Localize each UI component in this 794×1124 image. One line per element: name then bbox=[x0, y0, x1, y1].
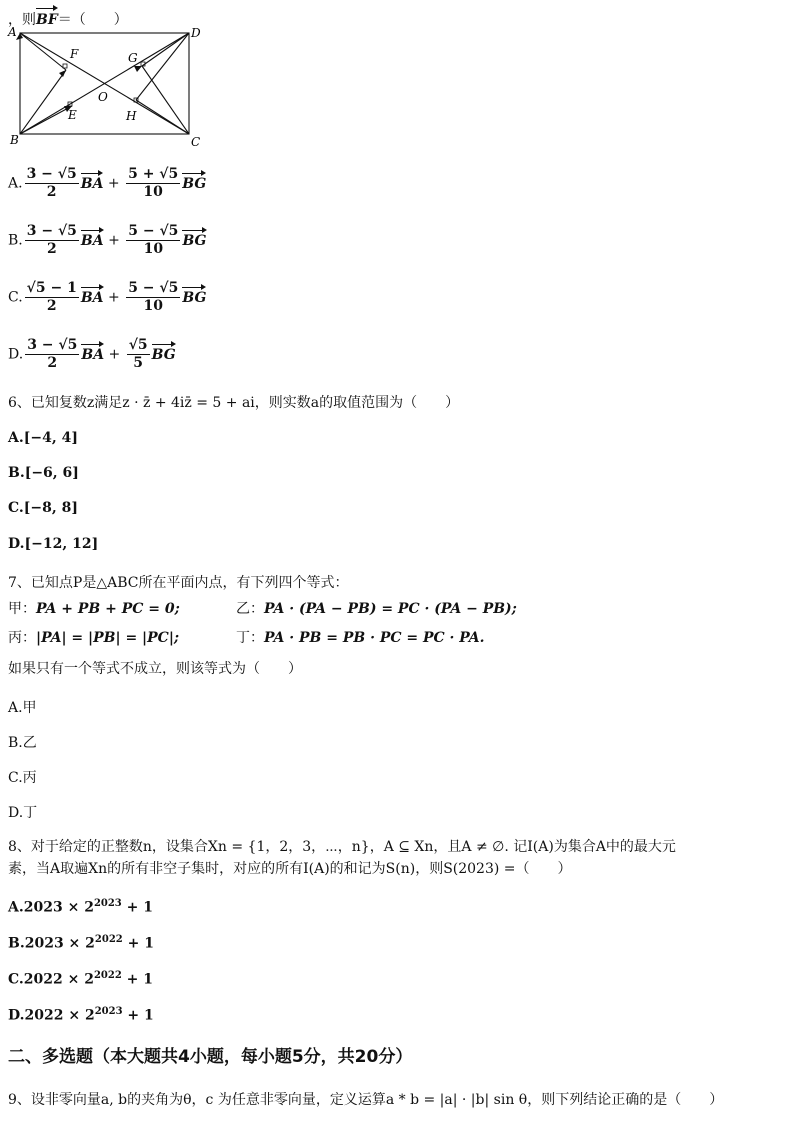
label-o: O bbox=[98, 90, 108, 104]
section-heading: 二、多选题（本大题共4小题，每小题5分，共20分） bbox=[8, 1047, 413, 1067]
q7-bing: 丙：|PA| = |PB| = |PC|; bbox=[8, 630, 180, 646]
q8-option-b[interactable]: $B.2023 \times 2^{2022} + 1$ bbox=[8, 934, 154, 952]
q8-option-d[interactable]: $D.2022 \times 2^{2023} + 1$ bbox=[8, 1006, 154, 1024]
q7-option-a[interactable]: A.甲 bbox=[8, 700, 37, 716]
q7-option-b[interactable]: B.乙 bbox=[8, 735, 37, 751]
label-f: F bbox=[70, 47, 79, 61]
q8-option-c[interactable]: $C.2022 \times 2^{2022} + 1$ bbox=[8, 970, 154, 988]
q7-question: 如果只有一个等式不成立，则该等式为（ ） bbox=[8, 661, 302, 677]
q8-stem-line2: 素，当A取遍Xn的所有非空子集时，对应的所有I(A)的和记为S(n)，则S(2023) =（ ） bbox=[8, 861, 572, 877]
label-b: B bbox=[10, 133, 19, 146]
q6-option-b[interactable]: B.[−6, 6] bbox=[8, 465, 79, 481]
q6-option-d[interactable]: D.[−12, 12] bbox=[8, 536, 99, 552]
q6-stem: 6、已知复数z满足z · z̄ + 4iz̄ = 5 + ai，则实数a的取值范围为（ ） bbox=[8, 395, 460, 411]
q7-option-d[interactable]: D.丁 bbox=[8, 805, 38, 821]
vector-bf: BF bbox=[36, 6, 58, 29]
label-c: C bbox=[191, 135, 201, 146]
label-d: D bbox=[191, 26, 201, 40]
q8-option-a[interactable]: $A.2023 \times 2^{2023} + 1$ bbox=[8, 898, 154, 916]
q5-rectangle-figure bbox=[6, 26, 216, 146]
q6-option-c[interactable]: C.[−8, 8] bbox=[8, 500, 78, 516]
q6-option-a[interactable]: A.[−4, 4] bbox=[8, 430, 78, 446]
label-h: H bbox=[126, 109, 137, 123]
q7-option-c[interactable]: C.丙 bbox=[8, 770, 37, 786]
q5-option-c[interactable]: C. $\frac{√5 - 1}{2}$ BA + $\frac{5 - √5}{10}$ BG bbox=[8, 280, 207, 314]
label-a: A bbox=[8, 26, 17, 39]
q7-stem: 7、已知点P是△ABC所在平面内点，有下列四个等式： bbox=[8, 575, 349, 591]
q5-option-a[interactable]: A. $\frac{3 - √5}{2}$ BA + $\frac{5 + √5}{10}$ BG bbox=[8, 166, 207, 200]
q5-stem: ，则BF＝（ ） bbox=[8, 6, 128, 29]
q8-stem-line1: 8、对于给定的正整数n，设集合Xn = {1，2，3，⋯，n}，A ⊆ Xn，且A ≠ ∅. 记I(A)为集合A中的最大元 bbox=[8, 839, 676, 855]
label-g: G bbox=[128, 51, 138, 65]
q9-stem: 9、设非零向量a, b的夹角为θ，c 为任意非零向量，定义运算a * b = |a| · |b| sin θ，则下列结论正确的是（ ） bbox=[8, 1092, 724, 1108]
q7-jia: 甲：PA + PB + PC = 0; bbox=[8, 601, 180, 617]
q7-yi: 乙：PA · (PA − PB) = PC · (PA − PB); bbox=[236, 601, 517, 617]
q5-option-d[interactable]: D. $\frac{3 - √5}{2}$ BA + $\frac{√5}{5}$ BG bbox=[8, 337, 176, 371]
q7-ding: 丁：PA · PB = PB · PC = PC · PA. bbox=[236, 630, 485, 646]
label-e: E bbox=[68, 108, 77, 122]
q5-option-b[interactable]: B. $\frac{3 - √5}{2}$ BA + $\frac{5 - √5}{10}$ BG bbox=[8, 223, 207, 257]
